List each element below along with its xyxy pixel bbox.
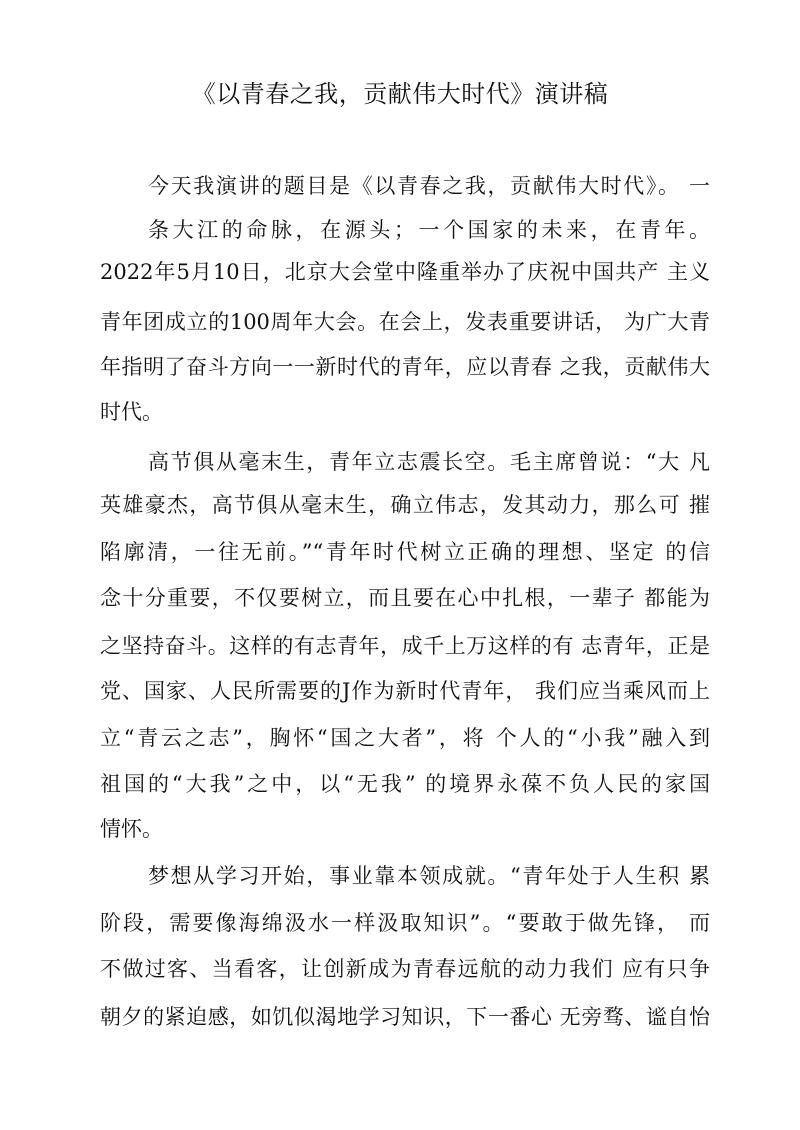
paragraph-line: 朝夕的紧迫感，如饥似渴地学习知识，下一番心 无旁骛、谧自怡 xyxy=(100,1005,710,1029)
paragraph-line: 不做过客、当看客，让创新成为青春远航的动力我们 应有只争 xyxy=(100,957,710,981)
paragraph-line: 今天我演讲的题目是《以青春之我，贡献伟大时代》。 一 xyxy=(148,174,710,198)
paragraph-line: 情怀。 xyxy=(100,817,163,841)
paragraph-line: 时代。 xyxy=(100,400,163,424)
paragraph-line: 陷廓清，一往无前。”“青年时代树立正确的理想、坚定 的信 xyxy=(100,540,710,564)
paragraph-line: 年指明了奋斗方向一一新时代的青年，应以青春 之我，贡献伟大 xyxy=(100,355,710,379)
paragraph-line: 立“青云之志”，胸怀“国之大者”，将 个人的“小我”融入到 xyxy=(100,726,710,750)
paragraph-line: 条大江的命脉，在源头；一个国家的未来，在青年。 xyxy=(148,218,710,242)
paragraph-line: 阶段，需要像海绵汲水一样汲取知识”。“要敢于做先锋， 而 xyxy=(100,911,710,935)
paragraph-line: 青年团成立的100周年大会。在会上，发表重要讲话， 为广大青 xyxy=(100,310,710,334)
paragraph-line: 之坚持奋斗。这样的有志青年，成千上万这样的有 志青年，正是 xyxy=(100,634,710,658)
paragraph-line: 祖国的“大我”之中，以“无我” 的境界永葆不负人民的家国 xyxy=(100,772,710,796)
paragraph-line: 2022年5月10日，北京大会堂中隆重举办了庆祝中国共产 主义 xyxy=(100,260,710,284)
paragraph-line: 英雄豪杰，高节俱从毫末生，确立伟志，发其动力，那么可 摧 xyxy=(100,493,710,517)
paragraph-line: 党、国家、人民所需要的J作为新时代青年， 我们应当乘风而上 xyxy=(100,679,710,703)
paragraph-line: 念十分重要，不仅要树立，而且要在心中扎根，一辈子 都能为 xyxy=(100,586,710,610)
document-title: 《以青春之我，贡献伟大时代》演讲稿 xyxy=(191,80,609,108)
paragraph-line: 高节俱从毫末生，青年立志震长空。毛主席曾说：“大 凡 xyxy=(148,450,710,474)
paragraph-line: 梦想从学习开始，事业靠本领成就。“青年处于人生积 累 xyxy=(148,864,710,888)
